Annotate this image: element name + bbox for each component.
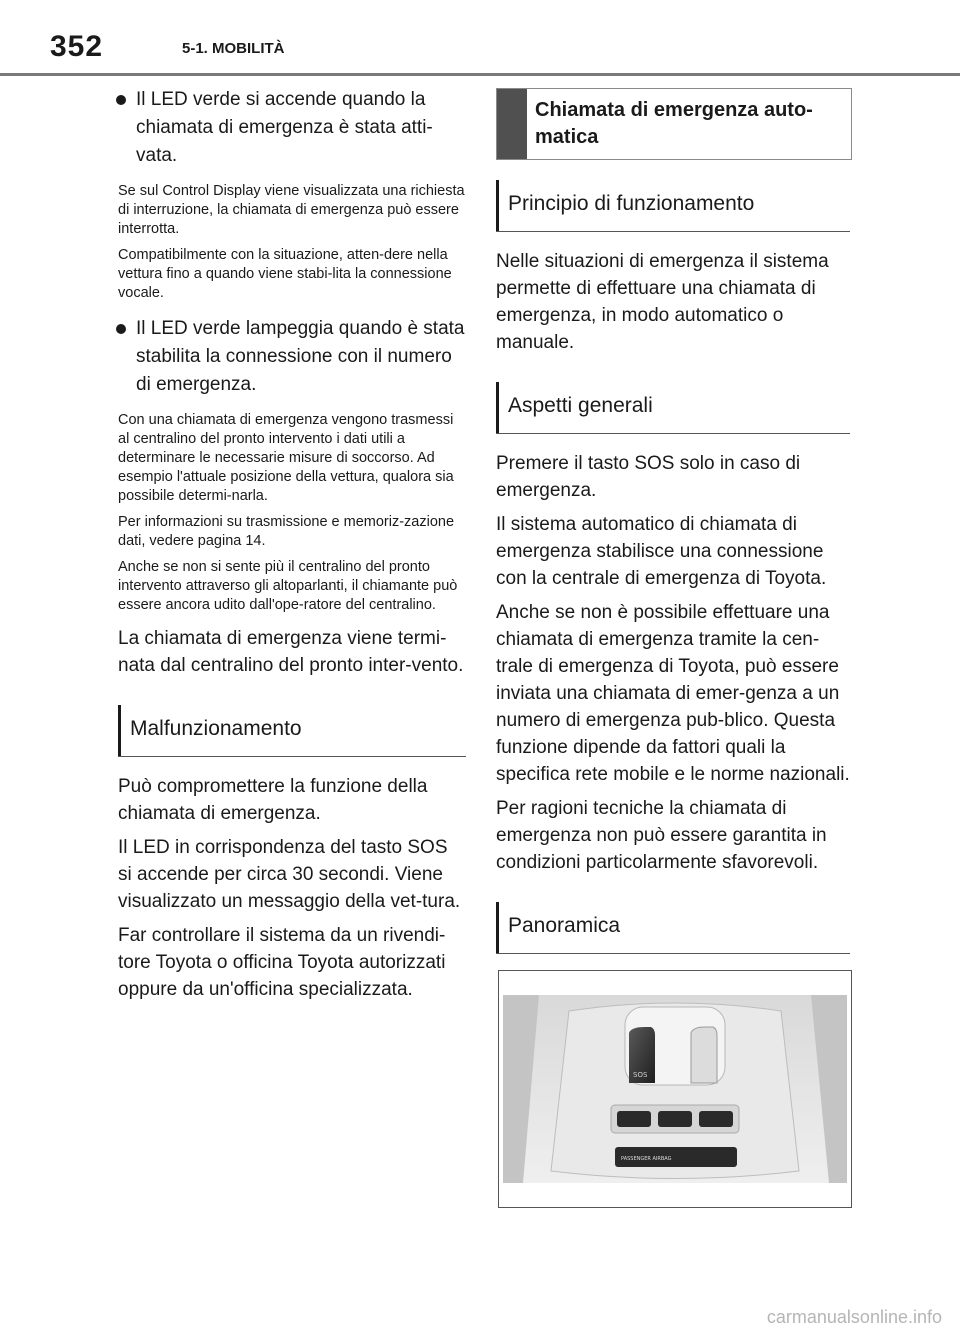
subheading-overview <box>496 902 852 954</box>
bullet-text: Il LED verde si accende quando la chiamata di emergenza è stata atti-vata. <box>136 89 433 166</box>
left-column <box>118 86 466 1010</box>
subheading-principle <box>496 180 852 232</box>
bullet-dot-icon <box>116 95 126 105</box>
subheading-text: Panoramica <box>508 914 621 937</box>
subheading-bar <box>496 382 499 434</box>
page-header <box>0 0 960 78</box>
paragraph: Il sistema automatico di chiamata di emergenza stabilisce una connessione con la centrale di emergenza di Toyota. <box>496 514 827 589</box>
bullet-dot-icon <box>116 324 126 334</box>
subheading-rule <box>118 756 466 757</box>
overhead-console-figure <box>498 970 852 1208</box>
paragraph: Può compromettere la funzione della chiamata di emergenza. <box>118 776 428 824</box>
paragraph: Far controllare il sistema da un rivendi-tore Toyota o officina Toyota autorizzati oppure da un'officina specializzata. <box>118 925 446 1000</box>
box-heading-bar <box>497 89 527 159</box>
subheading-bar <box>118 705 121 757</box>
subheading-text: Malfunzionamento <box>130 717 302 740</box>
bullet-item <box>118 315 466 399</box>
paragraph: Il LED in corrispondenza del tasto SOS si accende per circa 30 secondi. Viene visualizzato un messaggio della vet-tura. <box>118 837 461 912</box>
subheading-bar <box>496 180 499 232</box>
paragraph: Per ragioni tecniche la chiamata di emergenza non può essere garantita in condizioni particolarmente sfavorevoli. <box>496 798 827 873</box>
right-column <box>496 88 852 1208</box>
subheading-text: Aspetti generali <box>508 394 653 417</box>
subheading-bar <box>496 902 499 954</box>
subheading-rule <box>496 231 850 232</box>
page-number: 352 <box>50 30 104 63</box>
bullet-item <box>118 86 466 170</box>
airbag-panel-label: PASSENGER AIRBAG <box>621 1156 672 1162</box>
subheading-rule <box>496 433 850 434</box>
box-heading-text: Chiamata di emergenza auto-matica <box>535 99 813 148</box>
header-divider <box>0 73 960 76</box>
subheading-rule <box>496 953 850 954</box>
paragraph: Anche se non si sente più il centralino del pronto intervento attraverso gli altoparlanti, il chiamante può essere ancora udito dall'ope-ratore del centralino. <box>118 559 458 613</box>
subheading-general <box>496 382 852 434</box>
watermark: carmanualsonline.info <box>766 1307 942 1327</box>
paragraph: Con una chiamata di emergenza vengono trasmessi al centralino del pronto intervento i dati utili a determinare le necessarie misure di soccorso. Ad esempio l'attuale posizione della vettura, qualora sia possibile determi-narla. <box>118 412 454 504</box>
overhead-console-illustration <box>499 971 851 1207</box>
paragraph: Nelle situazioni di emergenza il sistema permette di effettuare una chiamata di emergenza, in modo automatico o manuale. <box>496 251 829 353</box>
subheading-text: Principio di funzionamento <box>508 192 755 215</box>
sos-button-label: SOS <box>633 1071 648 1079</box>
paragraph: La chiamata di emergenza viene termi-nata dal centralino del pronto inter-vento. <box>118 628 464 676</box>
paragraph: Compatibilmente con la situazione, atten-dere nella vettura fino a quando viene stabi-lita la connessione vocale. <box>118 247 452 301</box>
box-heading <box>496 88 852 160</box>
section-title: 5-1. MOBILITÀ <box>182 40 285 57</box>
paragraph: Anche se non è possibile effettuare una chiamata di emergenza tramite la cen-trale di emergenza di Toyota, può essere inviata una chiamata di emer-genza a un numero di emergenza pub-blico. Questa funzione dipende da fattori quali la specifica rete mobile e le norme nazionali. <box>496 602 850 785</box>
paragraph: Premere il tasto SOS solo in caso di emergenza. <box>496 453 801 501</box>
subheading-malfunction <box>118 705 466 757</box>
paragraph: Per informazioni su trasmissione e memoriz-zazione dati, vedere pagina 14. <box>118 514 455 549</box>
paragraph: Se sul Control Display viene visualizzata una richiesta di interruzione, la chiamata di emergenza può essere interrotta. <box>118 183 465 237</box>
bullet-text: Il LED verde lampeggia quando è stata stabilita la connessione con il numero di emergenza. <box>136 318 465 395</box>
